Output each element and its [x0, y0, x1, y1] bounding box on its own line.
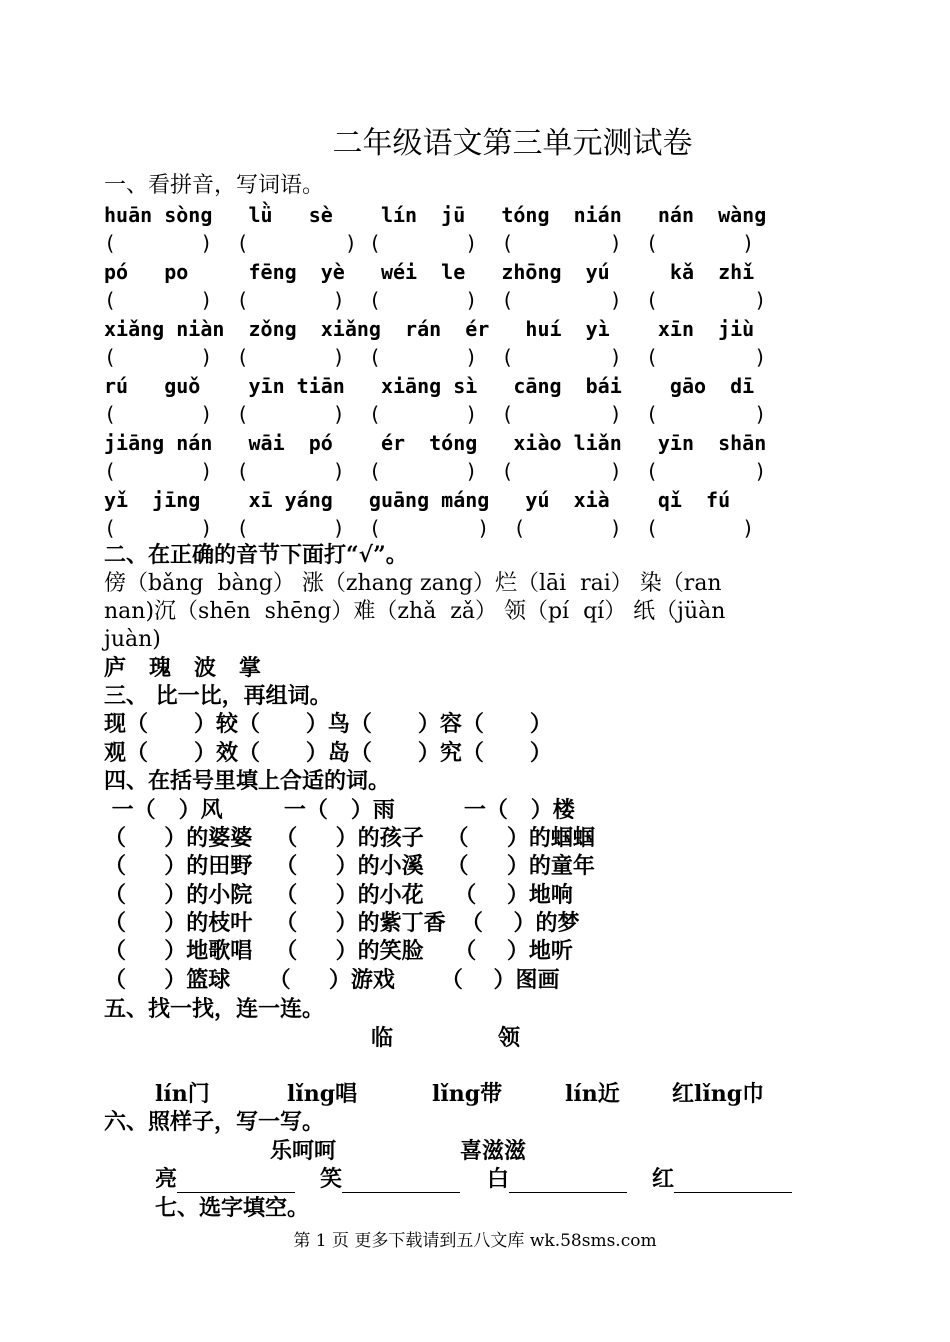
example-word-1: 乐呵呵 [270, 1138, 337, 1164]
fill-row-3: （ ）的田野 （ ）的小溪 （ ）的童年 [104, 853, 595, 879]
section-5-heading: 五、找一找，连一连。 [104, 996, 325, 1022]
section-6-heading: 六、照样子，写一写。 [104, 1109, 325, 1135]
section-2-heading: 二、在正确的音节下面打“√”。 [104, 542, 408, 568]
match-option: lín门 [155, 1081, 210, 1107]
pinyin-row-5: jiāng nán wāi pó ér tóng xiào liǎn yīn shān [104, 431, 767, 455]
compare-row-1: 现（ ）较（ ）鸟（ ）容（ ） [104, 711, 552, 737]
section-3-heading: 三、 比一比，再组词。 [104, 683, 332, 709]
tone-line-1: 傍（bǎng bàng） 涨（zhang zang）烂（lāi rai） 染（ran [104, 571, 722, 596]
write-item-1: 亮 [155, 1165, 319, 1193]
fill-row-6: （ ）地歌唱 （ ）的笑脸 （ ）地听 [104, 938, 573, 964]
pinyin-row-2: pó po fēng yè wéi le zhōng yú kǎ zhǐ [104, 260, 755, 284]
bracket-row-5: ( ) ( ) ( ) ( ) ( ) [104, 459, 767, 483]
section-4-heading: 四、在括号里填上合适的词。 [104, 768, 391, 794]
write-item-4: 红 [652, 1165, 816, 1193]
tone-extra-chars: 庐 瑰 波 掌 [104, 655, 261, 681]
page-footer: 第 1 页 更多下载请到五八文库 wk.58sms.com [293, 1231, 657, 1251]
fill-row-4: （ ）的小院 （ ）的小花 （ ）地响 [104, 882, 573, 908]
answer-blank[interactable] [177, 1170, 295, 1193]
match-option: lǐng带 [432, 1081, 503, 1107]
bracket-row-4: ( ) ( ) ( ) ( ) ( ) [104, 402, 767, 426]
match-char-1: 临 [371, 1025, 394, 1051]
write-item-3: 白 [487, 1165, 651, 1193]
bracket-row-2: ( ) ( ) ( ) ( ) ( ) [104, 288, 767, 312]
fill-row-1: 一（ ）风 一（ ）雨 一（ ）楼 [104, 797, 575, 823]
section-7-heading: 七、选字填空。 [155, 1195, 310, 1221]
fill-row-7: （ ）篮球 （ ）游戏 （ ）图画 [104, 967, 560, 993]
write-item-2: 笑 [320, 1165, 484, 1193]
page-title: 二年级语文第三单元测试卷 [332, 126, 693, 161]
answer-blank[interactable] [342, 1170, 460, 1193]
fill-row-2: （ ）的婆婆 （ ）的孩子 （ ）的蝈蝈 [104, 825, 595, 851]
tone-line-3: juàn) [104, 627, 161, 652]
match-option: lín近 [565, 1081, 620, 1107]
tone-line-2: nan)沉（shēn shēng）难（zhǎ zǎ） 领（pí qí） 纸（jüàn [104, 599, 726, 624]
bracket-row-3: ( ) ( ) ( ) ( ) ( ) [104, 345, 767, 369]
pinyin-row-4: rú guǒ yīn tiān xiāng sì cāng bái gāo dī [104, 374, 755, 398]
answer-blank[interactable] [674, 1170, 792, 1193]
example-word-2: 喜滋滋 [460, 1138, 527, 1164]
match-option: 红lǐng巾 [672, 1081, 765, 1107]
pinyin-row-6: yǐ jīng xī yáng guāng máng yú xià qǐ fú [104, 488, 731, 512]
pinyin-row-3: xiǎng niàn zǒng xiǎng rán ér huí yì xīn jiù [104, 317, 755, 341]
match-char-2: 领 [498, 1025, 521, 1051]
match-option: lǐng唱 [287, 1081, 358, 1107]
answer-blank[interactable] [509, 1170, 627, 1193]
bracket-row-1: ( ) ( ) ( ) ( ) ( ) [104, 231, 755, 255]
section-1-heading: 一、看拼音，写词语。 [104, 173, 325, 198]
compare-row-2: 观（ ）效（ ）岛（ ）究（ ） [104, 740, 552, 766]
fill-row-5: （ ）的枝叶 （ ）的紫丁香 （ ）的梦 [104, 910, 580, 936]
pinyin-row-1: huān sòng lǜ sè lín jū tóng nián nán wàng [104, 203, 767, 227]
bracket-row-6: ( ) ( ) ( ) ( ) ( ) [104, 516, 755, 540]
